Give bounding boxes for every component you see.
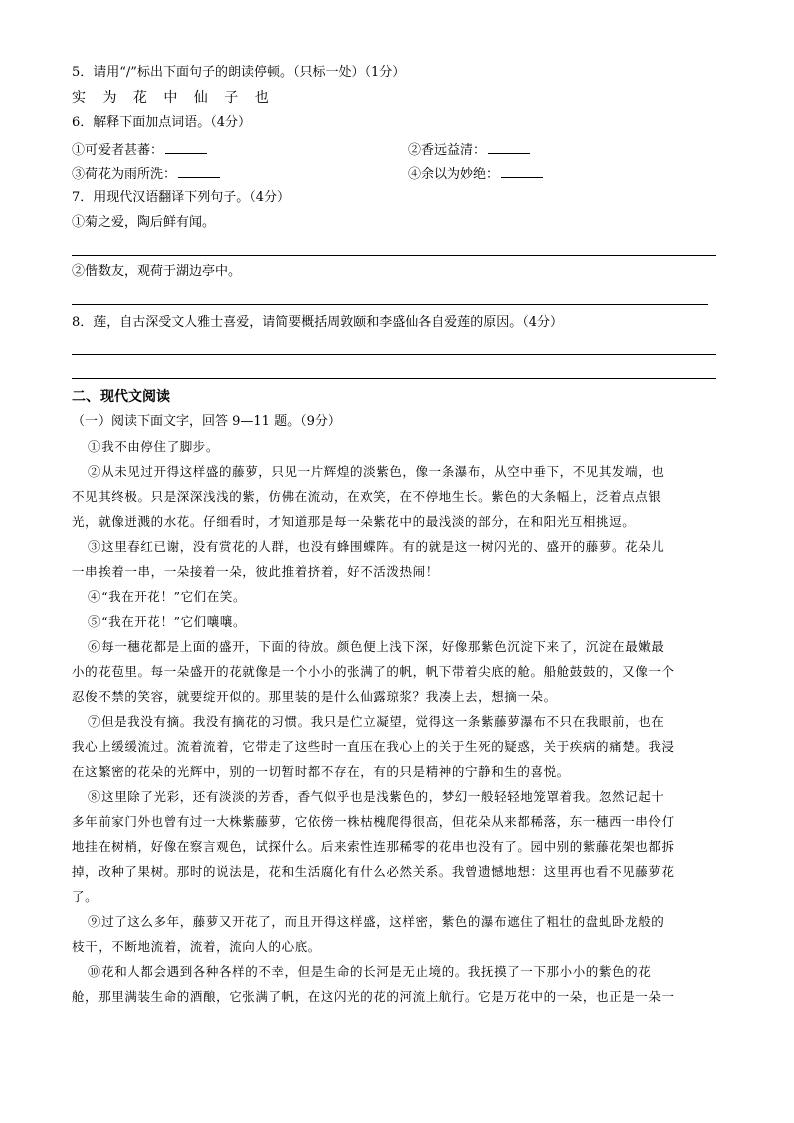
passage-line: 在这繁密的花朵的光辉中，别的一切暂时都不存在，有的只是精神的宁静和生的喜悦。 bbox=[72, 764, 570, 779]
question-7-sentence-1: ①菊之爱，陶后鲜有闻。 bbox=[72, 215, 216, 230]
passage-line: 舱，那里满装生命的酒酿，它张满了帆，在这闪光的花的河流上航行。它是万花中的一朵，也正是一朵一 bbox=[72, 989, 675, 1004]
passage-line: ⑦但是我没有摘。我没有摘花的习惯。我只是伫立凝望，觉得这一条紫藤萝瀑布不只在我眼前，也在 bbox=[88, 714, 665, 729]
passage-line: 多年前家门外也曾有过一大株紫藤萝，它依傍一株枯槐爬得很高，但花朵从来都稀落，东一穗西一串伶仃 bbox=[72, 814, 675, 829]
question-5-sentence: 实 为 花 中 仙 子 也 bbox=[72, 90, 275, 106]
passage-line: 地挂在树梢，好像在察言观色，试探什么。后来索性连那稀零的花串也没有了。园中别的紫藤花架也都拆 bbox=[72, 839, 675, 854]
question-6-item-2-label: ②香远益清： bbox=[408, 143, 487, 158]
answer-blank[interactable] bbox=[178, 163, 220, 178]
passage-line: 光，就像迸溅的水花。仔细看时，才知道那是每一朵紫花中的最浅淡的部分，在和阳光互相挑逗。 bbox=[72, 514, 636, 529]
question-6-item-3 bbox=[72, 163, 392, 185]
passage-line: 掉，改种了果树。那时的说法是，花和生活腐化有什么必然关系。我曾遗憾地想：这里再也看不见藤萝花 bbox=[72, 864, 675, 879]
question-6-item-4 bbox=[408, 163, 543, 185]
passage-line: ⑥每一穗花都是上面的盛开，下面的待放。颜色便上浅下深，好像那紫色沉淀下来了，沉淀在最嫩最 bbox=[88, 639, 665, 654]
passage-line: ③这里春红已谢，没有赏花的人群，也没有蜂围蝶阵。有的就是这一树闪光的、盛开的藤萝。花朵儿 bbox=[88, 539, 665, 554]
section-2-intro: （一）阅读下面文字，回答 9—11 题。（9分） bbox=[72, 414, 341, 429]
section-2-title: 二、现代文阅读 bbox=[72, 389, 170, 405]
question-6-prompt: 6．解释下面加点词语。（4分） bbox=[72, 115, 252, 130]
passage-line: ⑩花和人都会遇到各种各样的不幸，但是生命的长河是无止境的。我抚摸了一下那小小的紫色的花 bbox=[88, 964, 652, 979]
passage-line: ⑧这里除了光彩，还有淡淡的芳香，香气似乎也是浅紫色的，梦幻一般轻轻地笼罩着我。忽然记起十 bbox=[88, 789, 665, 804]
answer-line[interactable] bbox=[72, 255, 716, 256]
answer-blank[interactable] bbox=[488, 139, 530, 154]
passage-line: 不见其终极。只是深深浅浅的紫，仿佛在流动，在欢笑，在不停地生长。紫色的大条幅上，泛着点点银 bbox=[72, 489, 662, 504]
question-8-prompt: 8．莲，自古深受文人雅士喜爱，请简要概括周敦颐和李盛仙各自爱莲的原因。（4分） bbox=[72, 315, 564, 330]
answer-line[interactable] bbox=[72, 378, 716, 379]
passage-line: 小的花苞里。每一朵盛开的花就像是一个小小的张满了的帆，帆下带着尖底的舱。船舱鼓鼓的，又像一个 bbox=[72, 664, 675, 679]
answer-blank[interactable] bbox=[165, 139, 207, 154]
passage-line: 了。 bbox=[72, 889, 99, 904]
passage-line: ⑤“我在开花！”它们嚷嚷。 bbox=[88, 614, 247, 629]
answer-blank[interactable] bbox=[501, 163, 543, 178]
passage-line: 枝干，不断地流着，流着，流向人的心底。 bbox=[72, 939, 321, 954]
passage-line: ②从未见过开得这样盛的藤萝，只见一片辉煌的淡紫色，像一条瀑布，从空中垂下，不见其发端，也 bbox=[88, 464, 665, 479]
answer-line[interactable] bbox=[72, 354, 716, 355]
passage-line: 一串挨着一串，一朵接着一朵，彼此推着挤着，好不活泼热闹！ bbox=[72, 564, 439, 579]
passage-line: ⑨过了这么多年，藤萝又开花了，而且开得这样盛，这样密，紫色的瀑布遮住了粗壮的盘虬卧龙般的 bbox=[88, 914, 665, 929]
question-6-item-2 bbox=[408, 139, 530, 161]
question-7-prompt: 7．用现代汉语翻译下列句子。（4分） bbox=[72, 190, 291, 205]
passage-line: ①我不由停住了脚步。 bbox=[88, 439, 220, 454]
passage-line: ④“我在开花！”它们在笑。 bbox=[88, 589, 247, 604]
question-7-sentence-2: ②偕数友，观荷于湖边亭中。 bbox=[72, 264, 242, 279]
passage-line: 忍俊不禁的笑容，就要绽开似的。那里装的是什么仙露琼浆？我凑上去，想摘一朵。 bbox=[72, 689, 557, 704]
passage-line: 我心上缓缓流过。流着流着，它带走了这些时一直压在我心上的关于生死的疑惑，关于疾病的痛楚。我浸 bbox=[72, 739, 675, 754]
answer-line[interactable] bbox=[72, 304, 708, 305]
question-6-item-1 bbox=[72, 139, 392, 161]
question-6-item-4-label: ④余以为妙绝： bbox=[408, 167, 500, 182]
question-6-item-3-label: ③荷花为雨所洗： bbox=[72, 167, 177, 182]
question-6-item-1-label: ①可爱者甚蕃： bbox=[72, 143, 164, 158]
question-5-prompt: 5．请用“/”标出下面句子的朗读停顿。（只标一处）（1分） bbox=[72, 65, 406, 80]
